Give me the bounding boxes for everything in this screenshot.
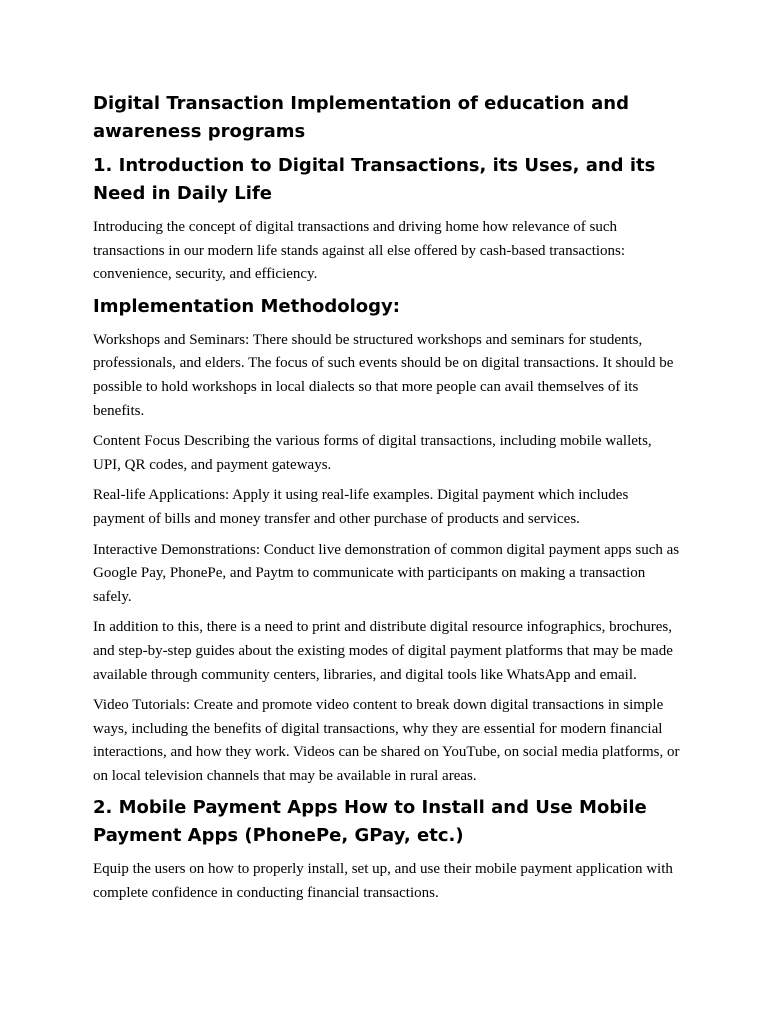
content-focus-paragraph: Content Focus Describing the various forms of digital transactions, including mobile wallets, UPI, QR codes, and payment gateways.: [93, 433, 652, 473]
real-life-paragraph: Real-life Applications: Apply it using real-life examples. Digital payment which includes payment of bills and money transfer and other purchase of products and services.: [93, 487, 629, 527]
workshops-paragraph: Workshops and Seminars: There should be structured workshops and seminars for students, professionals, and elders. The focus of such events should be on digital transactions. It should be possible to hold workshops in local dialects so that more people can avail themselves of its benefits.: [93, 331, 674, 419]
document-page: [93, 90, 683, 913]
section-2-heading: 2. Mobile Payment Apps How to Install and Use Mobile Payment Apps (PhonePe, GPay, etc.): [93, 797, 647, 847]
document-title: Digital Transaction Implementation of education and awareness programs: [93, 93, 629, 142]
methodology-heading: Implementation Methodology:: [93, 295, 400, 317]
section-1-heading: 1. Introduction to Digital Transactions, its Uses, and its Need in Daily Life: [93, 155, 656, 204]
print-resources-paragraph: In addition to this, there is a need to print and distribute digital resource infographics, brochures, and step-by-step guides about the existing modes of digital payment platforms that may be made available through community centers, libraries, and digital tools like WhatsApp and email.: [93, 619, 673, 683]
interactive-demo-paragraph: Interactive Demonstrations: Conduct live demonstration of common digital payment apps such as Google Pay, PhonePe, and Paytm to communicate with participants on making a transaction safely.: [93, 541, 680, 605]
section-2-paragraph: Equip the users on how to properly install, set up, and use their mobile payment application with complete confidence in conducting financial transactions.: [93, 861, 673, 902]
section-1-paragraph: Introducing the concept of digital transactions and driving home how relevance of such transactions in our modern life stands against all else offered by cash-based transactions: convenience, security, and efficiency.: [93, 219, 626, 283]
video-tutorials-paragraph: Video Tutorials: Create and promote video content to break down digital transactions in simple ways, including the benefits of digital transactions, why they are essential for modern financial interactions, and how they work. Videos can be shared on YouTube, on social media platforms, or on local television channels that may be available in rural areas.: [93, 697, 680, 784]
